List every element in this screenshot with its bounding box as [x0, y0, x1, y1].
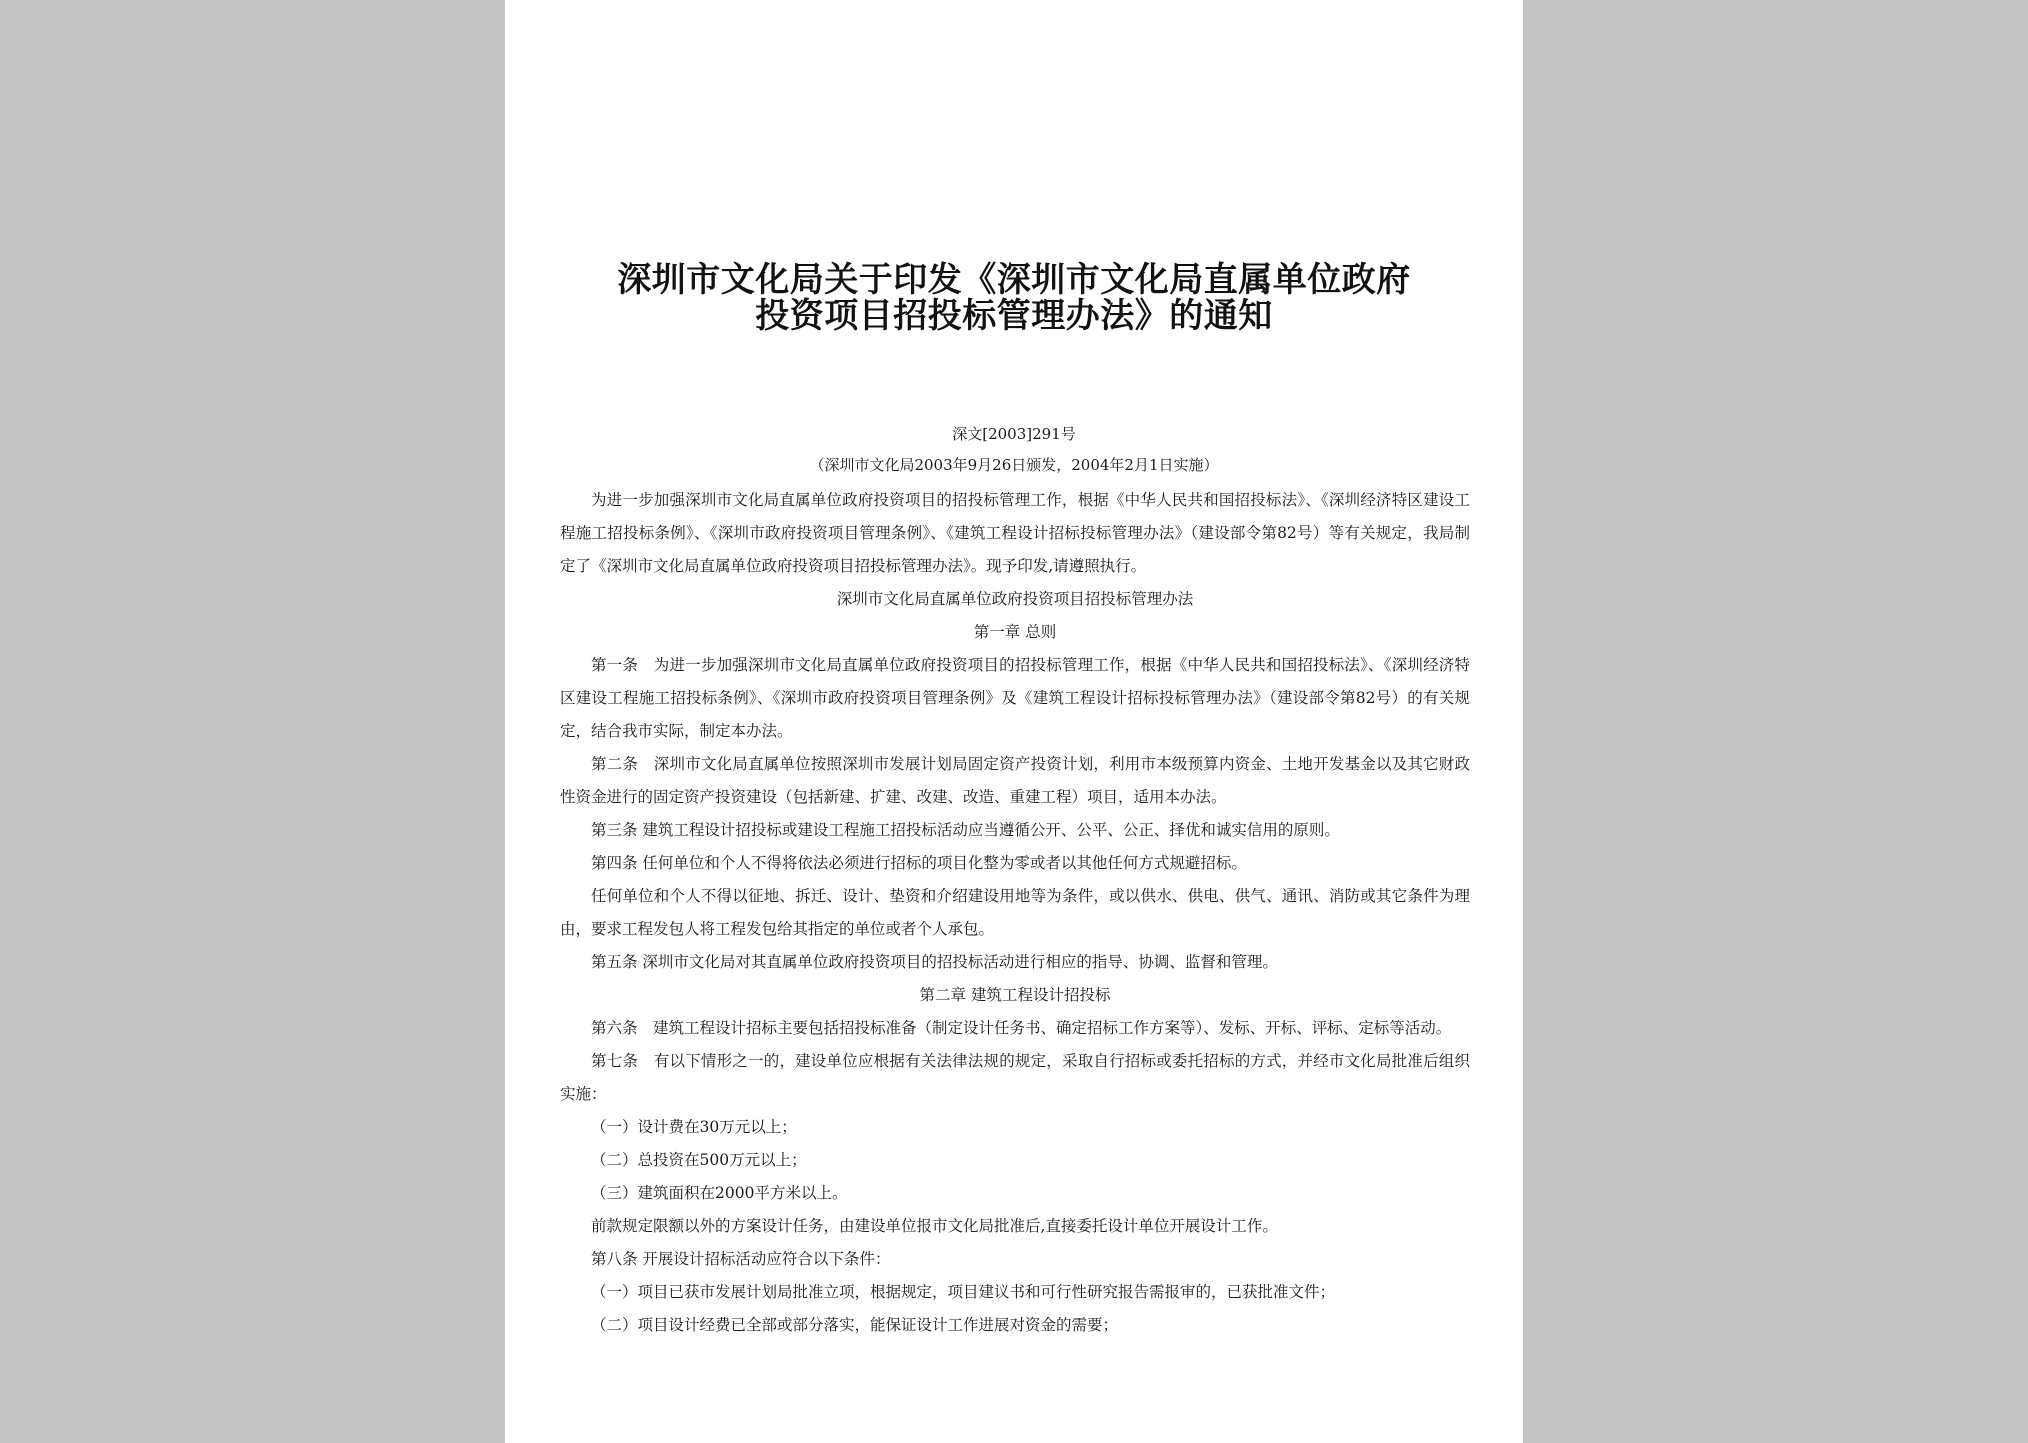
body-paragraph: 第六条 建筑工程设计招标主要包括招投标准备（制定设计任务书、确定招标工作方案等）、发标、开标、评标、定标等活动。 — [591, 1019, 1452, 1037]
section-heading: 第二章 建筑工程设计招投标 — [919, 986, 1111, 1004]
body-paragraph: （二）总投资在500万元以上； — [591, 1151, 807, 1169]
body-paragraph: 第一条 为进一步加强深圳市文化局直属单位政府投资项目的招投标管理工作，根据《中华人民共和国招投标法》、《深圳经济特区建设工程施工招投标条例》、《深圳市政府投资项目管理条例》及《建筑工程设计招标投标管理办法》（建设部令第82号）的有关规定，结合我市实际，制定本办法。 — [560, 656, 1470, 740]
body-paragraph: 前款规定限额以外的方案设计任务，由建设单位报市文化局批准后,直接委托设计单位开展设计工作。 — [591, 1217, 1278, 1235]
body-paragraph: 第八条 开展设计招标活动应符合以下条件： — [591, 1250, 891, 1268]
body-paragraph: （二）项目设计经费已全部或部分落实，能保证设计工作进展对资金的需要； — [591, 1316, 1119, 1334]
body-paragraph: （三）建筑面积在2000平方米以上。 — [591, 1184, 848, 1202]
body-paragraph: 为进一步加强深圳市文化局直属单位政府投资项目的招投标管理工作，根据《中华人民共和国招投标法》、《深圳经济特区建设工程施工招投标条例》、《深圳市政府投资项目管理条例》、《建筑工程设计招标投标管理办法》（建设部令第82号）等有关规定，我局制定了《深圳市文化局直属单位政府投资项目招投标管理办法》。现予印发,请遵照执行。 — [560, 491, 1470, 575]
body-paragraph: 任何单位和个人不得以征地、拆迁、设计、垫资和介绍建设用地等为条件，或以供水、供电、供气、通讯、消防或其它条件为理由，要求工程发包人将工程发包给其指定的单位或者个人承包。 — [560, 887, 1470, 938]
body-paragraph: 第二条 深圳市文化局直属单位按照深圳市发展计划局固定资产投资计划，利用市本级预算内资金、土地开发基金以及其它财政性资金进行的固定资产投资建设（包括新建、扩建、改建、改造、重建工程）项目，适用本办法。 — [560, 755, 1470, 806]
document-page — [505, 0, 1523, 1443]
body-paragraph: 第五条 深圳市文化局对其直属单位政府投资项目的招投标活动进行相应的指导、协调、监督和管理。 — [591, 953, 1278, 971]
title-line-1: 深圳市文化局关于印发《深圳市文化局直属单位政府 — [617, 260, 1411, 300]
body-paragraph: （一）项目已获市发展计划局批准立项，根据规定，项目建议书和可行性研究报告需报审的，已获批准文件； — [591, 1283, 1336, 1301]
document-body — [560, 484, 1470, 1342]
section-heading: 深圳市文化局直属单位政府投资项目招投标管理办法 — [836, 590, 1194, 608]
body-paragraph: 第七条 有以下情形之一的，建设单位应根据有关法律法规的规定，采取自行招标或委托招标的方式，并经市文化局批准后组织实施： — [560, 1052, 1470, 1103]
document-number: 深文[2003]291号 — [952, 425, 1076, 443]
issue-note: （深圳市文化局2003年9月26日颁发，2004年2月1日实施） — [809, 456, 1219, 474]
body-paragraph: （一）设计费在30万元以上； — [591, 1118, 797, 1136]
document-title — [505, 262, 1523, 334]
body-paragraph: 第四条 任何单位和个人不得将依法必须进行招标的项目化整为零或者以其他任何方式规避招标。 — [591, 854, 1247, 872]
section-heading: 第一章 总则 — [973, 623, 1057, 641]
title-line-2: 投资项目招投标管理办法》的通知 — [755, 296, 1273, 336]
body-paragraph: 第三条 建筑工程设计招投标或建设工程施工招投标活动应当遵循公开、公平、公正、择优和诚实信用的原则。 — [591, 821, 1340, 839]
